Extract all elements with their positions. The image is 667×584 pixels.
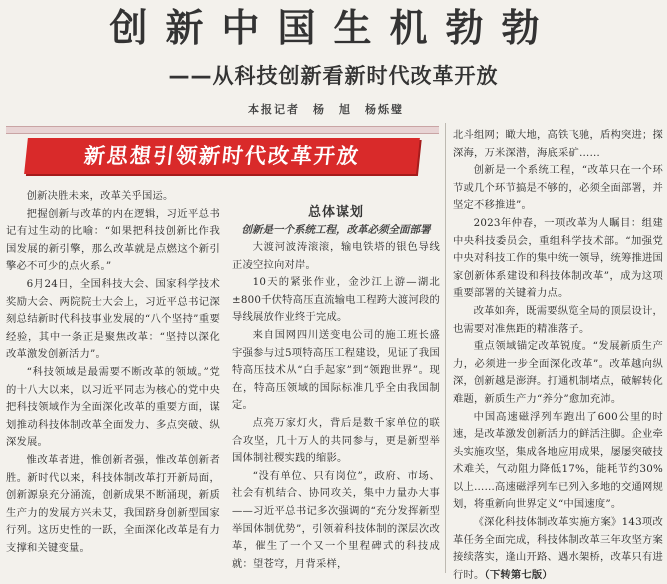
subheadline: ——从科技创新看新时代改革开放 [168,64,499,88]
paragraph: 把握创新与改革的内在逻辑，习近平总书记有过生动的比喻：“如果把科技创新比作我国发展的新引擎，那么改革就是点燃这个新引擎必不可少的点火系。” [6,207,220,273]
paragraph: 创新是一个系统工程，“改革只在一个环节或几个环节搞是不够的，必须全面部署，并坚定不移推进”。 [453,164,663,212]
section-subtitle: 创新是一个系统工程，改革必须全面部署 [241,224,431,236]
paragraph: 2023年仲春，一项改革为人瞩目：组建中央科技委员会，重组科学技术部。“加强党中央对科技工作的集中统一领导，统筹推进国家创新体系建设和科技体制改革”，成为这项重要部署的关键着力点。 [453,216,663,300]
column-divider [445,123,446,573]
paragraph: 北斗组网；瞰大地，高铁飞驰，盾构突进；探深海，万米深潜，海底采矿…… [453,129,663,159]
paragraph: 重点领域锚定改革锐度。“发展新质生产力，必须进一步全面深化改革”。改革越向纵深，创新越是澎湃。打通机制堵点，破解转化难题，新质生产力“养分”愈加充沛。 [453,340,663,405]
paragraph: 10天的紧张作业，金沙江上游—湖北±800千伏特高压直流输电工程跨大渡河段的导线展放作业终于完成。 [232,276,440,324]
headline: 创新中国生机勃勃 [109,6,558,50]
continued-note: （下转第七版） [484,568,553,581]
paragraph: 创新决胜未来，改革关乎国运。 [26,190,174,202]
paragraph: 改革如奔，既需要纵览全局的顶层设计，也需要对准焦距的精准落子。 [453,304,663,335]
article-column-3 [453,127,663,584]
banner-decoration [6,126,439,134]
byline: 本报记者 杨 旭 杨烁璧 [248,103,404,116]
paragraph: 中国高速磁浮列车跑出了600公里的时速，是改革激发创新活力的鲜活注脚。企业牵头实施攻坚，集成各地应用成果，屡屡突破技术难关，气动阻力降低17%，能耗节约30%以上……高速磁浮列车已列入多地的交通网规划，将重新向世界定义“中国速度”。 [453,410,663,511]
paragraph: 来自国网四川送变电公司的施工班长盛宇强参与过5项特高压工程建设，见证了我国特高压技术从“白手起家”到“领跑世界”。现在，特高压领域的国际标准几乎全由我国制定。 [232,328,440,412]
section-banner: 新思想引领新时代改革开放 [24,138,420,174]
paragraph: 惟改革者进，惟创新者强，惟改革创新者胜。新时代以来，科技体制改革打开新局面，创新源泉充分涌流，创新成果不断涌现，新质生产力的发展方兴未艾，我国跻身创新型国家行列。这历史性的一跃，全面深化改革是有力支撑和关键变量。 [6,453,220,554]
paragraph: 6月24日，全国科技大会、国家科学技术奖励大会、两院院士大会上，习近平总书记深刻总结新时代科技事业发展的“八个坚持”重要经验，其中一条正是聚焦改革：“坚持以深化改革激发创新活力”。 [6,277,220,361]
paragraph: 大渡河波涛滚滚，输电铁塔的银色导线正凌空拉向对岸。 [232,241,440,271]
paragraph: “没有单位、只有岗位”，政府、市场、社会有机结合、协同攻关，集中力量办大事——习近平总书记多次强调的“充分发挥新型举国体制优势”，引领着科技体制的深层次改革，催生了一个又一个里程碑式的科技成就：望苍穹，月背采样， [232,469,440,570]
paragraph-with-continuation [453,514,663,584]
paragraph: 《深化科技体制改革实施方案》143项改革任务全面完成，科技体制改革三年攻坚方案接续落实，逢山开路、遇水架桥，改革只有进行时。 [453,516,663,581]
paragraph: 点亮万家灯火，背后是数千家单位的联合攻坚，几十万人的共同参与，更是新型举国体制社稷实践的缩影。 [232,416,440,465]
article-column-1 [6,188,220,557]
paragraph: “科技领域是最需要不断改革的领域。”党的十八大以来，以习近平同志为核心的党中央把科技领域作为全面深化改革的重要方面，谋划推动科技体制改革全面发力、多点突破、纵深发展。 [6,365,220,449]
article-column-2 [232,239,440,573]
section-title: 总体谋划 [307,205,364,220]
